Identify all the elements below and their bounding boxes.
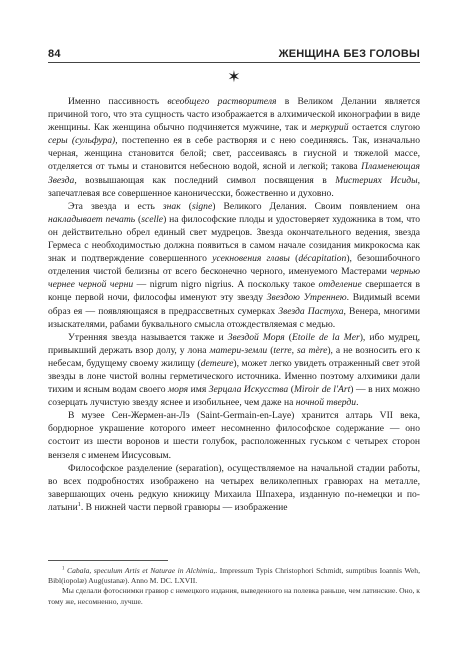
text-run: ,. Impressum Typis Christophori Schmidt, sumptibus Ioannis Weh, Bibl(iopolæ) Aug(ustanæ). Anno M. DC. LXVII. [48, 566, 420, 586]
text-run: . Видимый всеми образ ея — появляющаяся в предрассветных сумерках [48, 292, 420, 317]
footnote-rule [48, 560, 168, 561]
italic-term: signe [191, 200, 213, 212]
text-run: Мы сделали фотоснимки гравюр с немецкого издания, выведенного на полевка раньше, чем латинские. Оно, к тому же, несомненно, лучше. [48, 586, 420, 606]
text-run: , Венера, многими изыскателями, рабами буквального смысла отождествляемая с медью. [48, 305, 420, 330]
footnote-line [48, 586, 420, 606]
text-run: ), может легко увидеть отраженный свет этой звезды в лоне чистой волны герметического источника. Именно поэтому алхимики дали тихим и ясным водам своего [48, 357, 420, 396]
italic-term: Пламенеющая Звезда [48, 161, 420, 186]
italic-term: меркурий [310, 122, 349, 134]
paragraph [48, 200, 420, 331]
page-number: 84 [48, 48, 61, 60]
text-run: ( [289, 253, 299, 265]
italic-term: Etoile de la Mer [292, 331, 360, 343]
text-run: Именно пассивность [68, 96, 168, 107]
italic-term: отделение [318, 279, 362, 291]
footnote-marker: 1 [77, 500, 81, 508]
text-run: ), ибо мудрец, привыкший держать взор долу, у лона [48, 331, 421, 356]
italic-term: Cabala, speculum Artis et Naturae in Alchimia [67, 566, 214, 575]
footnote-line [48, 566, 420, 586]
italic-term: Зерцала Искусства [208, 384, 289, 396]
italic-term: Звездой Моря [227, 331, 285, 343]
italic-term: Звездою Утреннею [266, 292, 347, 304]
paragraph [48, 409, 420, 461]
text-run: В музее Сен-Жермен-ан-Лэ (Saint-Germain-en-Laye) хранится алтарь VII века, бордюрное украшение которого имеет несомненно философское содержание — оно состоит из шести воронов и шести голубок, расположенных гуськом с четырех сторон вензеля с именем Иисусовым. [48, 410, 420, 461]
text-run: ( [284, 331, 293, 343]
paragraph [48, 462, 420, 514]
italic-term: Мистериях Исиды [335, 174, 418, 186]
footnote-number: 1 [62, 566, 65, 572]
text-run: ( [180, 200, 192, 212]
star-ornament-icon: ✶ [227, 69, 241, 86]
text-run: ), а не возносить его к небесам, будущему своему жилищу ( [48, 344, 420, 369]
text-run: . [356, 397, 359, 409]
text-run: ) Великого Делания. Своим появлением она [212, 200, 420, 212]
chapter-title: ЖЕНЩИНА БЕЗ ГОЛОВЫ [278, 48, 420, 60]
text-run: ) — в них можно созерцать лучистую звезду яснее и изобильнее, чем даже на [48, 384, 420, 409]
text-run: Философское разделение (separation), осуществляемое на начальной стадии работы, во всех подробностях изображено на четырех великолепных гравюрах на металле, завершающих очень редкую книжицу Михаила Шпахера, изданную по-немецки и по-латыни [48, 462, 420, 513]
italic-term: demeure [200, 357, 234, 369]
italic-term: Miroir de l'Art [293, 384, 351, 396]
text-run: Утренняя звезда называется также и [68, 331, 228, 343]
italic-term: усекновения главы [212, 253, 290, 265]
header-rule [48, 62, 420, 63]
italic-term: знак [162, 200, 181, 212]
text-run: Эта звезда и есть [68, 200, 163, 212]
text-run: ), безошибочного отделения чистой белизны от всего бесконечно черного, именуемого Мастерами [48, 253, 421, 278]
italic-term: всеобщего растворителя [167, 96, 277, 107]
text-run: , запечатлевая все совершенное каноничесски, божественно и духовно. [48, 174, 420, 199]
italic-term: накладывает печать [48, 213, 136, 225]
text-run: свершается в конце первой ночи, философы именуют эту звезду [48, 279, 420, 304]
text-run: имя [188, 384, 209, 396]
running-head [48, 44, 420, 60]
text-run: в Великом Делании является причиной того, что эта сущность часто изображается в алхимической иконографии в виде женщины. Как женщина обычно подчиняется мужчине, так и [48, 96, 420, 134]
italic-term: серы (сульфура) [48, 135, 116, 147]
italic-term: terre, sa mère [273, 344, 328, 356]
italic-term: чернью чернее черной черни [48, 266, 420, 291]
text-run: — nigrum nigro nigrius. А поскольку такое [133, 279, 319, 291]
text-run: ( [135, 213, 142, 225]
text-run: ) на философские плоды и удостоверяет художника в том, что он действительно обрел единый свет мудрецов. Звезда окончательного ведения, звезда Гермеса с необходимостью должна появиться в самом начале созидания микрокосма как знак и подтверждение совершенного [48, 213, 421, 265]
text-run: , постепенно ея в себе растворяя и с нею соединяясь. Так, изначально черная, женщина становится белой; свет, рассеиваясь в гиусной и тяжелой массе, отделяется от тьмы и становится небесною водой, ясной и легкой; такова [48, 135, 420, 173]
italic-term: scelle [141, 213, 164, 225]
text-run: , возвышающая как последний символ посвящения в [74, 174, 336, 186]
body-text [48, 95, 420, 514]
text-run: . В нижней части первой гравюры — изображение [80, 501, 288, 513]
footnote [48, 566, 420, 607]
paragraph [48, 331, 420, 410]
italic-term: моря [168, 384, 189, 396]
italic-term: Звезда Пастуха [278, 305, 344, 317]
text-run: ( [288, 384, 294, 396]
italic-term: ночной тверди [295, 397, 357, 409]
paragraph [48, 95, 420, 200]
italic-term: матери-земли [209, 344, 268, 356]
text-run: остается слугою [348, 122, 420, 134]
text-run: ( [267, 344, 274, 356]
italic-term: décapitation [298, 253, 347, 265]
